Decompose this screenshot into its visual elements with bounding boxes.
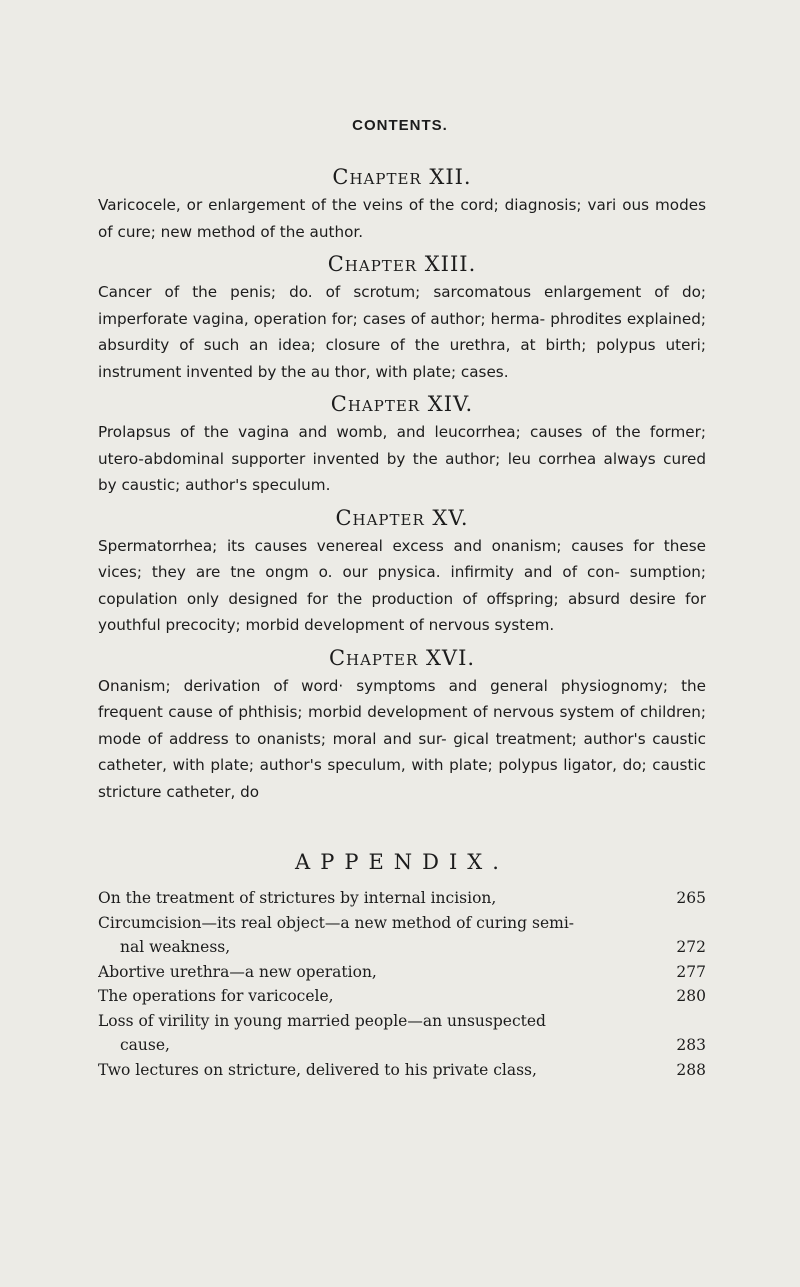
chapter-heading: Chapter XII. <box>332 165 472 189</box>
appendix-entry-title: Abortive urethra—a new operation, <box>98 962 377 981</box>
chapter-summary: Varicocele, or enlargement of the veins of the cord; diagnosis; vari ous modes of cure; new method of the author. <box>98 196 706 241</box>
appendix-entry-title-cont: cause, <box>120 1036 170 1054</box>
chapter-heading: Chapter XIII. <box>327 252 477 276</box>
appendix-entry-title: On the treatment of strictures by internal incision, <box>98 889 497 907</box>
appendix-title: APPENDIX. <box>295 850 509 874</box>
appendix-entry-page: 265 <box>676 889 706 907</box>
appendix-entry <box>98 960 706 985</box>
chapter-heading: Chapter XIV. <box>330 392 474 416</box>
appendix-entry-title: Two lectures on stricture, delivered to his private class, <box>98 1060 537 1079</box>
chapter-summary: Spermatorrhea; its causes venereal excess and onanism; causes for these vices; they are tne ongm o. our pnysica. infirmity and of con- sumption; copulation only designed for the production of offspring; absurd desire for youthful precocity; morbid development of nervous system. <box>98 536 706 634</box>
chapter-summary: Onanism; derivation of word· symptoms and general physiognomy; the frequent cause of phthisis; morbid development of nervous system of children; mode of address to onanists; moral and sur- gical treatment; author's caustic catheter, with plate; author's speculum, with plate; polypus ligator, do; caustic stricture catheter, do <box>98 676 706 801</box>
appendix-entry <box>98 984 706 1009</box>
chapter-entry <box>98 643 706 806</box>
appendix-entry <box>98 1058 706 1083</box>
chapter-heading: Chapter XV. <box>335 505 469 530</box>
running-head: CONTENTS. <box>352 117 448 134</box>
appendix-entry <box>98 886 706 911</box>
chapter-list <box>98 162 706 809</box>
chapter-entry <box>98 503 706 639</box>
chapter-summary: Prolapsus of the vagina and womb, and leucorrhea; causes of the former; utero-abdominal supporter invented by the author; leu corrhea always cured by caustic; author's speculum. <box>98 423 706 494</box>
chapter-summary: Cancer of the penis; do. of scrotum; sarcomatous enlargement of do; imperforate vagina, operation for; cases of author; herma- phrodites explained; absurdity of such an idea; closure of the urethra, at birth; polypus uteri; instrument invented by the au thor, with plate; cases. <box>98 283 706 381</box>
chapter-entry <box>98 249 706 385</box>
appendix-entry-page: 277 <box>676 962 706 981</box>
chapter-entry <box>98 389 706 499</box>
appendix-entry-title: The operations for varicocele, <box>98 987 334 1005</box>
appendix-entry-page: 280 <box>676 987 706 1005</box>
appendix-entry-page: 283 <box>676 1036 706 1054</box>
appendix-entry-title-cont: nal weakness, <box>120 938 231 956</box>
appendix-section <box>98 848 706 1082</box>
chapter-entry <box>98 162 706 245</box>
appendix-entry-page: 288 <box>676 1060 706 1079</box>
appendix-entry <box>98 1009 706 1034</box>
appendix-entry-continuation <box>98 935 706 960</box>
appendix-entry <box>98 911 706 936</box>
chapter-heading: Chapter XVI. <box>328 645 476 670</box>
appendix-entry-title: Loss of virility in young married people—an unsuspected <box>98 1011 546 1030</box>
appendix-entry-continuation <box>98 1033 706 1058</box>
appendix-entry-title: Circumcision—its real object—a new method of curing semi- <box>98 913 575 932</box>
appendix-entry-page: 272 <box>676 938 706 956</box>
